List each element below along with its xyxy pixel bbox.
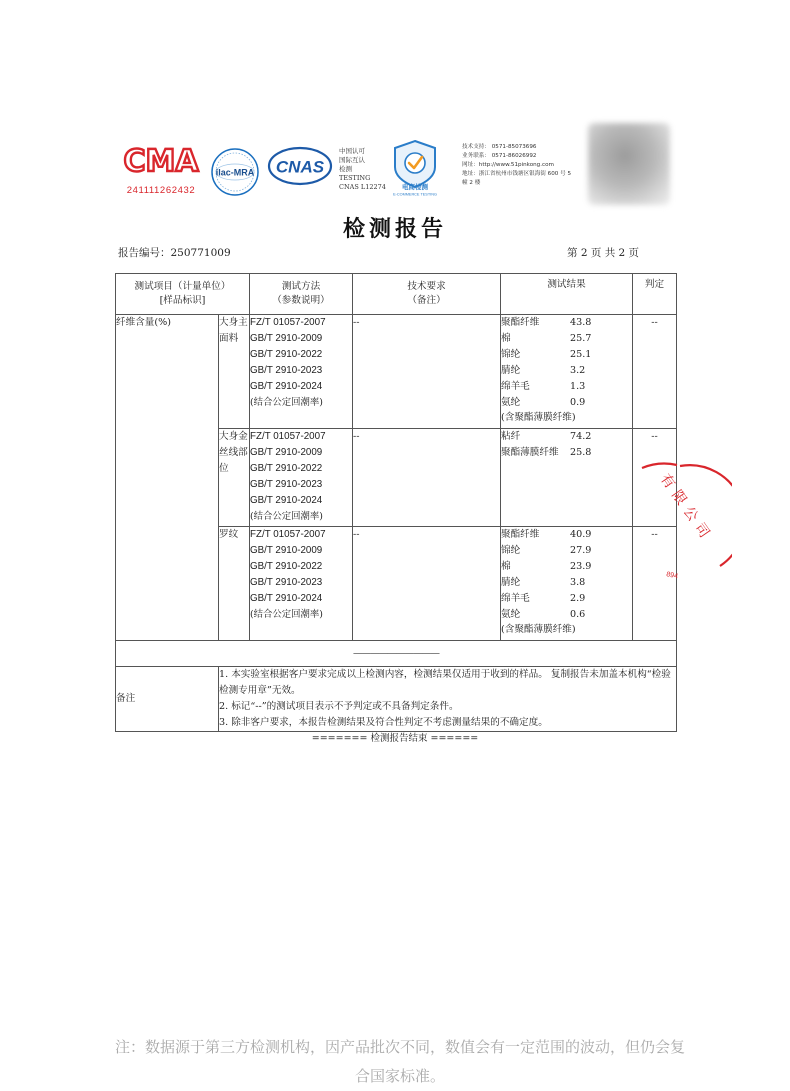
fiber-value: 3.2 (570, 364, 586, 376)
header-judgement: 判定 (633, 274, 677, 315)
cnas-text-line: TESTING (339, 174, 371, 182)
notes-label: 备注 (116, 667, 219, 732)
blurred-qr-code (588, 123, 670, 205)
fiber-value: 0.6 (570, 608, 586, 620)
result-line (501, 347, 632, 363)
cma-logo-number: 241111262432 (126, 185, 196, 196)
test-result-table (115, 273, 677, 732)
ec-logo-text: 电商检测 (402, 183, 428, 191)
method-line: GB/T 2910-2022 (250, 560, 323, 572)
fiber-name: 锦纶 (501, 348, 521, 360)
seal-text: 有限公司 (656, 471, 716, 546)
method-line: FZ/T 01057-2007 (250, 317, 326, 328)
fiber-value: 25.1 (570, 348, 592, 360)
header-text: 测试项目（计量单位） (134, 281, 231, 292)
method-line: GB/T 2910-2009 (250, 446, 323, 458)
separator-row (116, 641, 677, 667)
method-line: GB/T 2910-2024 (250, 380, 323, 392)
result-line (501, 363, 632, 379)
result-line (501, 445, 632, 461)
note-item: 2. 标记“--”的测试项目表示不予判定或不具备判定条件。 (219, 701, 459, 712)
header-requirement (353, 274, 501, 315)
cnas-logo-text: CNAS (275, 157, 325, 177)
result-line (501, 543, 632, 559)
contact-line: 地址：浙江省杭州市钱塘区银海街 600 号 5 (462, 171, 572, 177)
method-line: GB/T 2910-2009 (250, 332, 323, 344)
fiber-value: 25.8 (570, 446, 592, 458)
note-item: 3. 除非客户要求，本报告检测结果及符合性判定不考虑测量结果的不确定度。 (219, 717, 548, 728)
ec-logo-subtext: E-COMMERCE TESTING (393, 192, 437, 197)
method-cell (250, 527, 353, 641)
method-line: GB/T 2910-2024 (250, 592, 323, 604)
requirement-cell: -- (353, 527, 501, 641)
result-line (501, 591, 632, 607)
cnas-logo (267, 145, 333, 187)
method-cell (250, 315, 353, 429)
ilac-mra-logo (210, 147, 260, 197)
method-line: (结合公定回潮率) (250, 396, 323, 408)
result-line (501, 607, 632, 623)
fiber-value: 3.8 (570, 576, 586, 588)
report-end-mark: ======= 检测报告结束 ====== (311, 733, 479, 744)
method-line: GB/T 2910-2024 (250, 494, 323, 506)
method-line: GB/T 2910-2022 (250, 348, 323, 360)
contact-info (462, 143, 590, 188)
method-line: FZ/T 01057-2007 (250, 529, 326, 540)
footer-disclaimer: 注：数据源于第三方检测机构，因产品批次不同，数值会有一定范围的波动，但仍会复合国家标准。 (114, 1038, 685, 1085)
result-line (501, 559, 632, 575)
cnas-text-line: 中国认可 (339, 147, 365, 155)
fiber-value: 43.8 (570, 317, 592, 328)
header-test-method (250, 274, 353, 315)
cnas-text-line: 国际互认 (339, 156, 365, 164)
header-text: [样品标识] (159, 295, 206, 306)
sample-part: 大身主面料 (219, 315, 250, 429)
result-line (501, 429, 632, 445)
result-line (501, 315, 632, 331)
company-seal (622, 458, 732, 583)
header-text: （备注） (407, 295, 446, 306)
cnas-text-line: CNAS L12274 (339, 183, 386, 191)
fiber-name: 棉 (501, 332, 511, 344)
method-line: GB/T 2910-2009 (250, 544, 323, 556)
separator-line: —————————— (116, 641, 677, 667)
page-indicator: 第 2 页 共 2 页 (567, 247, 640, 259)
fiber-value: 2.9 (570, 592, 586, 604)
cnas-text-line: 检测 (339, 165, 352, 173)
fiber-name: 氨纶 (501, 396, 521, 408)
requirement-cell: -- (353, 429, 501, 527)
result-cell (501, 429, 633, 527)
contact-line: 幢 2 楼 (462, 180, 481, 186)
judgement-cell: -- (633, 315, 677, 429)
fiber-name: 腈纶 (501, 576, 521, 588)
fiber-value: 74.2 (570, 431, 592, 442)
result-line (501, 331, 632, 347)
method-line: GB/T 2910-2023 (250, 576, 323, 588)
fiber-name: 腈纶 (501, 364, 521, 376)
sample-part: 大身金丝线部位 (219, 429, 250, 527)
fiber-value: 23.9 (570, 560, 592, 572)
table-row (116, 315, 677, 429)
method-line: GB/T 2910-2023 (250, 478, 323, 490)
fiber-name: 氨纶 (501, 608, 521, 620)
result-note: (含聚酯薄膜纤维) (501, 412, 576, 424)
header-test-item (116, 274, 250, 315)
fiber-name: 聚酯薄膜纤维 (501, 446, 559, 458)
fiber-name: 粘纤 (501, 431, 521, 442)
result-line (501, 379, 632, 395)
requirement-cell: -- (353, 315, 501, 429)
sample-part: 罗纹 (219, 527, 250, 641)
test-item-cell: 纤维含量(%) (116, 315, 219, 641)
method-line: (结合公定回潮率) (250, 608, 323, 620)
ilac-logo-text: ilac-MRA (215, 167, 255, 178)
cma-logo-text: CMA (123, 144, 199, 179)
method-line: GB/T 2910-2023 (250, 364, 323, 376)
cnas-accreditation-text (339, 147, 386, 192)
judgement-cell: -- (633, 527, 677, 641)
notes-content (219, 667, 677, 732)
contact-line: 技术支持： 0571-85073696 (462, 144, 537, 150)
header-text: （参数说明） (272, 295, 330, 306)
fiber-name: 绵羊毛 (501, 592, 530, 604)
table-header-row (116, 274, 677, 315)
header-result: 测试结果 (501, 274, 633, 315)
fiber-name: 绵羊毛 (501, 380, 530, 392)
fiber-name: 锦纶 (501, 544, 521, 556)
note-item: 1. 本实验室根据客户要求完成以上检测内容，检测结果仅适用于收到的样品。 复制报告未加盖本机构“检验检测专用章”无效。 (219, 669, 671, 696)
fiber-value: 40.9 (570, 529, 592, 540)
fiber-name: 聚酯纤维 (501, 529, 540, 540)
ecommerce-testing-logo (389, 139, 441, 197)
method-line: FZ/T 01057-2007 (250, 431, 326, 442)
fiber-value: 1.3 (570, 380, 586, 392)
notes-row (116, 667, 677, 732)
fiber-value: 25.7 (570, 332, 592, 344)
fiber-value: 27.9 (570, 544, 592, 556)
header-text: 测试方法 (281, 281, 321, 292)
judgement-cell: -- (633, 429, 677, 527)
result-line (501, 575, 632, 591)
report-title: 检测报告 (342, 216, 447, 242)
fiber-name: 棉 (501, 560, 511, 572)
seal-number: 894 (665, 571, 679, 581)
contact-line: 业务联系： 0571-86026992 (462, 153, 537, 159)
cma-logo (121, 141, 201, 196)
result-note: (含聚酯薄膜纤维) (501, 624, 576, 636)
fiber-value: 0.9 (570, 396, 586, 408)
result-line (501, 527, 632, 543)
result-line (501, 395, 632, 411)
result-cell (501, 527, 633, 641)
fiber-name: 聚酯纤维 (501, 317, 540, 328)
report-number: 报告编号：250771009 (118, 247, 231, 259)
result-cell (501, 315, 633, 429)
method-line: (结合公定回潮率) (250, 510, 323, 522)
contact-line: 网址：http://www.51pinkong.com (462, 162, 554, 168)
header-text: 技术要求 (407, 281, 446, 292)
method-cell (250, 429, 353, 527)
method-line: GB/T 2910-2022 (250, 462, 323, 474)
